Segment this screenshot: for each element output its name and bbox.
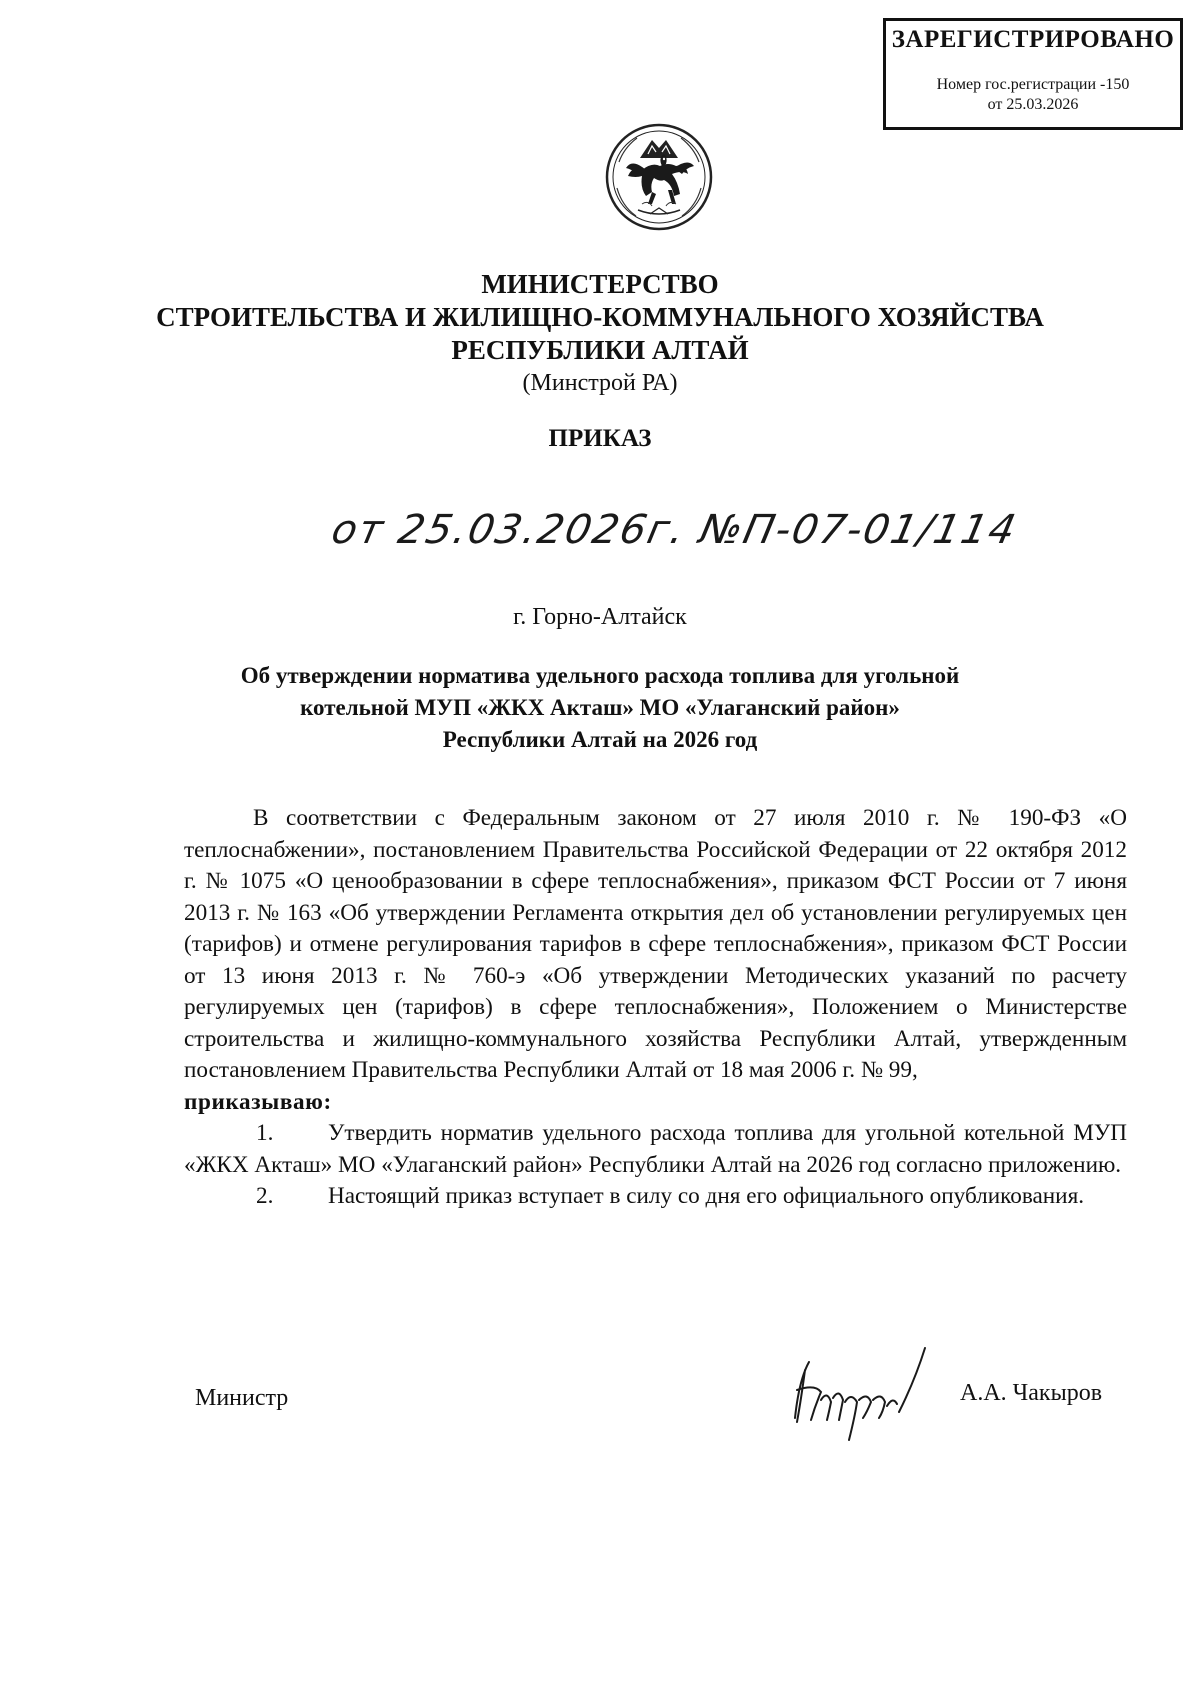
- order-item: [184, 1118, 1127, 1181]
- item-text: Утвердить норматив удельного расхода топлива для угольной котельной МУП «ЖКХ Акташ» МО «Улаганский район» Республики Алтай на 2026 год согласно приложению.: [184, 1120, 1127, 1178]
- signer-name: А.А. Чакыров: [960, 1380, 1103, 1406]
- handwritten-date-number: [327, 495, 1022, 565]
- coat-of-arms-emblem: [602, 118, 716, 236]
- order-word: приказываю:: [184, 1088, 332, 1115]
- subject-line: котельной МУП «ЖКХ Акташ» МО «Улаганский район»: [300, 695, 900, 720]
- registration-number: Номер гос.регистрации -150: [936, 76, 1130, 93]
- ministry-line: СТРОИТЕЛЬСТВА И ЖИЛИЩНО-КОММУНАЛЬНОГО ХОЗЯЙСТВА: [156, 302, 1044, 332]
- city-line: г. Горно-Алтайск: [513, 604, 687, 630]
- intro-paragraph: В соответствии с Федеральным законом от 27 июля 2010 г. № 190-ФЗ «О теплоснабжении», постановлением Правительства Российской Федерации от 22 октября 2012 г. № 1075 «О ценообразовании в сфере теплоснабжения», приказом ФСТ России от 7 июня 2013 г. № 163 «Об утверждении Регламента открытия дел об установлении регулируемых цен (тарифов) и отмене регулирования тарифов в сфере теплоснабжения», приказом ФСТ России от 13 июня 2013 г. № 760-э «Об утверждении Методических указаний по расчету регулируемых цен (тарифов) в сфере теплоснабжения», Положением о Министерстве строительства и жилищно-коммунального хозяйства Республики Алтай, утвержденным постановлением Правительства Республики Алтай от 18 мая 2006 г. № 99,: [184, 805, 1127, 1083]
- ministry-heading: [0, 268, 1200, 367]
- registration-date: от 25.03.2026: [987, 96, 1079, 113]
- order-word-line: [184, 1087, 1127, 1119]
- ministry-abbreviation: (Минстрой РА): [522, 370, 678, 396]
- subject-line: Республики Алтай на 2026 год: [442, 727, 758, 752]
- ministry-line: МИНИСТЕРСТВО: [481, 269, 719, 299]
- registration-stamp: [883, 18, 1183, 130]
- order-body: [184, 803, 1127, 1213]
- item-number: 1.: [256, 1120, 274, 1146]
- ministry-line: РЕСПУБЛИКИ АЛТАЙ: [451, 335, 749, 365]
- item-number: 2.: [256, 1183, 274, 1209]
- handwritten-signature: [775, 1340, 955, 1450]
- handwritten-text: от 25.03.2026г. №П-07-01/114: [327, 505, 1022, 553]
- document-type-title: ПРИКАЗ: [548, 425, 652, 452]
- registration-title: ЗАРЕГИСТРИРОВАНО: [891, 26, 1175, 53]
- item-text: Настоящий приказ вступает в силу со дня его официального опубликования.: [328, 1183, 1085, 1209]
- subject-line: Об утверждении норматива удельного расхода топлива для угольной: [240, 663, 960, 688]
- signer-position: Министр: [195, 1385, 289, 1411]
- order-subject: [0, 660, 1200, 756]
- order-item: [184, 1181, 1127, 1213]
